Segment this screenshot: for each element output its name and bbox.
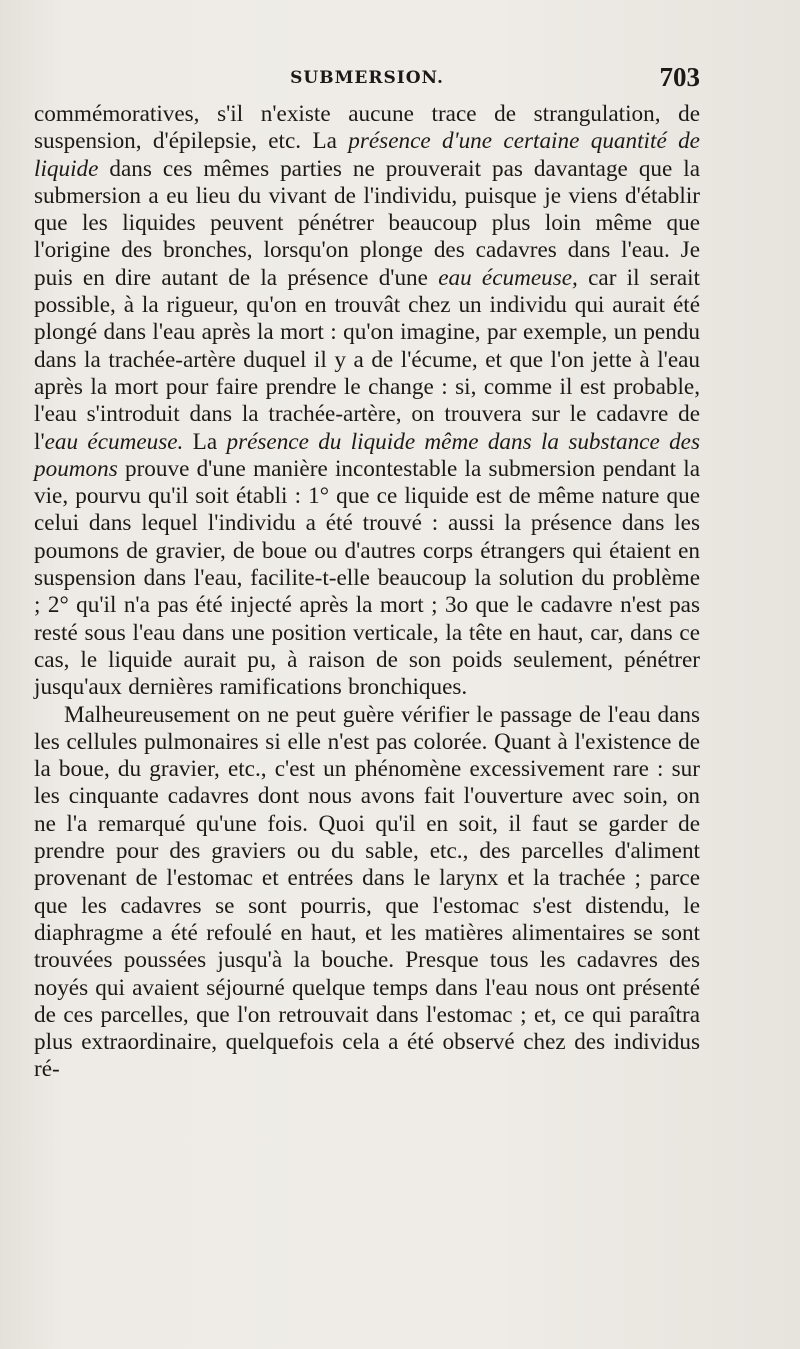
italic-segment: présence d'une certaine quantité de liquide [34, 128, 700, 182]
italic-segment: eau écumeuse. [44, 428, 184, 455]
running-header [34, 62, 700, 96]
italic-segment: présence du liquide même dans la substance des poumons [34, 428, 700, 482]
page-number: 703 [659, 62, 700, 92]
text-segment: prouve d'une manière incontestable la submersion pendant la vie, pourvu qu'il soit établi : 1° que ce liquide est de même nature que celui dans lequel l'individu a été trouvé : aussi la présence dans les poumons de gravier, de boue ou d'autres corps étrangers qui étaient en suspension dans l'eau, facilite-t-elle beaucoup la solution du problème ; 2° qu'il n'a pas été injecté après la mort ; 3o que le cadavre n'est pas resté sous l'eau dans une position verticale, la tête en haut, car, dans ce cas, le liquide aurait pu, à raison de son poids seulement, pénétrer jusqu'aux dernières ramifications bronchiques. [34, 455, 700, 701]
italic-segment: eau écumeuse, [438, 264, 578, 291]
paragraph [34, 702, 700, 1084]
running-title: SUBMERSION. [290, 68, 444, 88]
paragraph-continued [34, 101, 700, 702]
text-segment: dans ces mêmes parties ne prouverait pas davantage que la submersion a eu lieu du vivant de l'individu, puisque je viens d'établir que les liquides peuvent pénétrer beaucoup plus loin même que l'origine des bronches, lorsqu'on plonge des cadavres dans l'eau. Je puis en dire autant de la présence d'une [34, 155, 700, 291]
body-text [34, 101, 700, 1084]
text-segment: Malheureusement on ne peut guère vérifier le passage de l'eau dans les cellules pulmonaires si elle n'est pas colorée. Quant à l'existence de la boue, du gravier, etc., c'est un phénomène excessivement rare : sur les cinquante cadavres dont nous avons fait l'ouverture avec soin, on ne l'a remarqué qu'une fois. Quoi qu'il en soit, il faut se garder de prendre pour des graviers ou du sable, etc., des parcelles d'aliment provenant de l'estomac et entrées dans le larynx et la trachée ; parce que les cadavres se sont pourris, que l'estomac s'est distendu, le diaphragme a été refoulé en haut, et les matières alimentaires se sont trouvées poussées jusqu'à la bouche. Presque tous les cadavres des noyés qui avaient séjourné quelque temps dans l'eau nous ont présenté de ces parcelles, que l'on retrouvait dans l'estomac ; et, ce qui paraîtra plus extraordinaire, quelquefois cela a été observé chez des individus ré- [34, 701, 700, 1083]
text-segment: La [183, 428, 227, 455]
text-segment: commémoratives, s'il n'existe aucune trace de strangulation, de suspension, d'épilepsie, etc. La [34, 101, 700, 155]
text-segment: car il serait possible, à la rigueur, qu'on en trouvât chez un individu qui aurait été plongé dans l'eau après la mort : qu'on imagine, par exemple, un pendu dans la trachée-artère duquel il y a de l'écume, et que l'on jette à l'eau après la mort pour faire prendre le change : si, comme il est probable, l'eau s'introduit dans la trachée-artère, on trouvera sur le cadavre de l' [34, 264, 701, 455]
